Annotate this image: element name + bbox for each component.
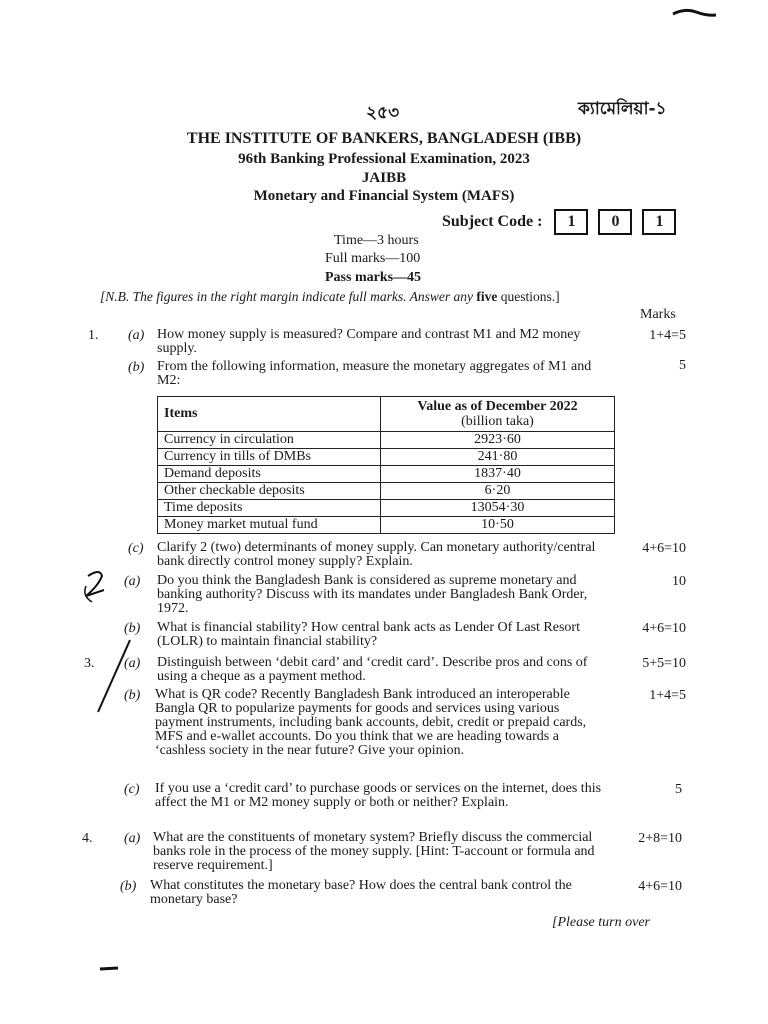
bengali-tag: ক্যামেলিয়া-১	[578, 99, 667, 119]
subject-code-digit: 1	[554, 209, 588, 235]
instruction-note-suffix: questions.]	[500, 289, 560, 304]
subject-code-label: Subject Code :	[442, 213, 543, 231]
question-marks: 5	[675, 782, 682, 797]
table-header-value-line1: Value as of December 2022	[417, 399, 578, 414]
part-label: (a)	[124, 831, 141, 846]
table-cell-item: Other checkable deposits	[158, 483, 381, 500]
table-cell-item: Money market mutual fund	[158, 517, 381, 534]
instruction-note-bold: five	[476, 289, 498, 304]
question-number: 1.	[88, 328, 99, 343]
subject-title: Monetary and Financial System (MAFS)	[253, 188, 515, 204]
table-row	[158, 483, 615, 500]
subject-code-digit: 0	[598, 209, 632, 235]
part-label: (a)	[124, 574, 141, 589]
question-text: If you use a ‘credit card’ to purchase goods or services on the internet, does this affect the M1 or M2 money supply or both or neither? Explain.	[155, 781, 602, 810]
question-text: What is QR code? Recently Bangladesh Bank introduced an interoperable Bangla QR to popularize payments for goods and services using various payment instruments, including bank accounts, debit, credit or prepaid cards, MFS and e-wallet accounts. Do you think that we are heading towards a ‘cashless society in the near future? Give your opinion.	[155, 687, 587, 758]
subject-code	[442, 209, 676, 235]
bengali-page-number: ২৫৩	[366, 103, 400, 123]
pen-mark-bottom-left	[98, 964, 120, 974]
question-marks: 1+4=5	[649, 688, 686, 703]
table-cell-item: Demand deposits	[158, 466, 381, 483]
part-label: (b)	[124, 621, 141, 636]
question-number: 4.	[82, 831, 93, 846]
exam-title: 96th Banking Professional Examination, 2023	[238, 151, 530, 167]
part-label: (a)	[128, 328, 145, 343]
pass-marks: Pass marks—45	[325, 270, 422, 285]
instruction-note	[100, 289, 560, 305]
table-header-value-line2: (billion taka)	[461, 414, 534, 429]
question-marks: 4+6=10	[642, 541, 686, 556]
table-row	[158, 517, 615, 534]
question-marks: 2+8=10	[638, 831, 682, 846]
question-marks: 4+6=10	[638, 879, 682, 894]
table-header-value	[381, 397, 615, 432]
question-text: What constitutes the monetary base? How does the central bank control the monetary base?	[150, 878, 572, 907]
question-marks: 1+4=5	[649, 328, 686, 343]
level-title: JAIBB	[361, 170, 407, 186]
pen-mark-top-right	[670, 6, 720, 20]
full-marks: Full marks—100	[325, 251, 421, 266]
question-marks: 5	[679, 358, 686, 373]
question-text: What is financial stability? How central bank acts as Lender Of Last Resort (LOLR) to maintain financial stability?	[157, 620, 580, 649]
table-row	[158, 449, 615, 466]
part-label: (c)	[128, 541, 144, 556]
question-text: What are the constituents of monetary system? Briefly discuss the commercial banks role in the process of the money supply. [Hint: T-account or formula and reserve requirement.]	[153, 830, 595, 873]
marks-heading: Marks	[640, 307, 676, 322]
table-cell-item: Time deposits	[158, 500, 381, 517]
table-cell-item: Currency in tills of DMBs	[158, 449, 381, 466]
table-header-row	[158, 397, 615, 432]
table-cell-value: 13054·30	[381, 500, 615, 517]
table-cell-item: Currency in circulation	[158, 432, 381, 449]
table-cell-value: 241·80	[381, 449, 615, 466]
table-row	[158, 500, 615, 517]
subject-code-digit: 1	[642, 209, 676, 235]
table-row	[158, 432, 615, 449]
table-row	[158, 466, 615, 483]
handwritten-slash-mark	[94, 636, 134, 716]
table-cell-value: 2923·60	[381, 432, 615, 449]
question-number: 3.	[84, 656, 95, 671]
question-text: Do you think the Bangladesh Bank is considered as supreme monetary and banking authority? Discuss with its mandates under Bangladesh Bank Order, 1972.	[157, 573, 588, 616]
part-label: (b)	[128, 360, 145, 375]
question-marks: 4+6=10	[642, 621, 686, 636]
question-text: Clarify 2 (two) determinants of money supply. Can monetary authority/central bank directly control money supply? Explain.	[157, 540, 596, 569]
table-cell-value: 6·20	[381, 483, 615, 500]
part-label: (c)	[124, 782, 140, 797]
table-cell-value: 1837·40	[381, 466, 615, 483]
question-text: Distinguish between ‘debit card’ and ‘credit card’. Describe pros and cons of using a cheque as a payment method.	[157, 655, 588, 684]
monetary-data-table	[157, 396, 615, 534]
question-marks: 10	[672, 574, 686, 589]
instruction-note-prefix: [N.B. The figures in the right margin indicate full marks. Answer any	[100, 289, 473, 304]
question-marks: 5+5=10	[642, 656, 686, 671]
table-cell-value: 10·50	[381, 517, 615, 534]
handwritten-question-number-2	[78, 566, 112, 606]
institute-title: THE INSTITUTE OF BANKERS, BANGLADESH (IBB)	[186, 130, 582, 147]
question-text: How money supply is measured? Compare and contrast M1 and M2 money supply.	[157, 327, 581, 356]
part-label: (b)	[120, 879, 137, 894]
please-turn-over: [Please turn over	[552, 915, 650, 930]
part-label: (b)	[124, 688, 141, 703]
table-header-items: Items	[158, 397, 381, 432]
time-allowed: Time—3 hours	[334, 233, 419, 248]
question-text: From the following information, measure the monetary aggregates of M1 and M2:	[157, 359, 592, 388]
part-label: (a)	[124, 656, 141, 671]
